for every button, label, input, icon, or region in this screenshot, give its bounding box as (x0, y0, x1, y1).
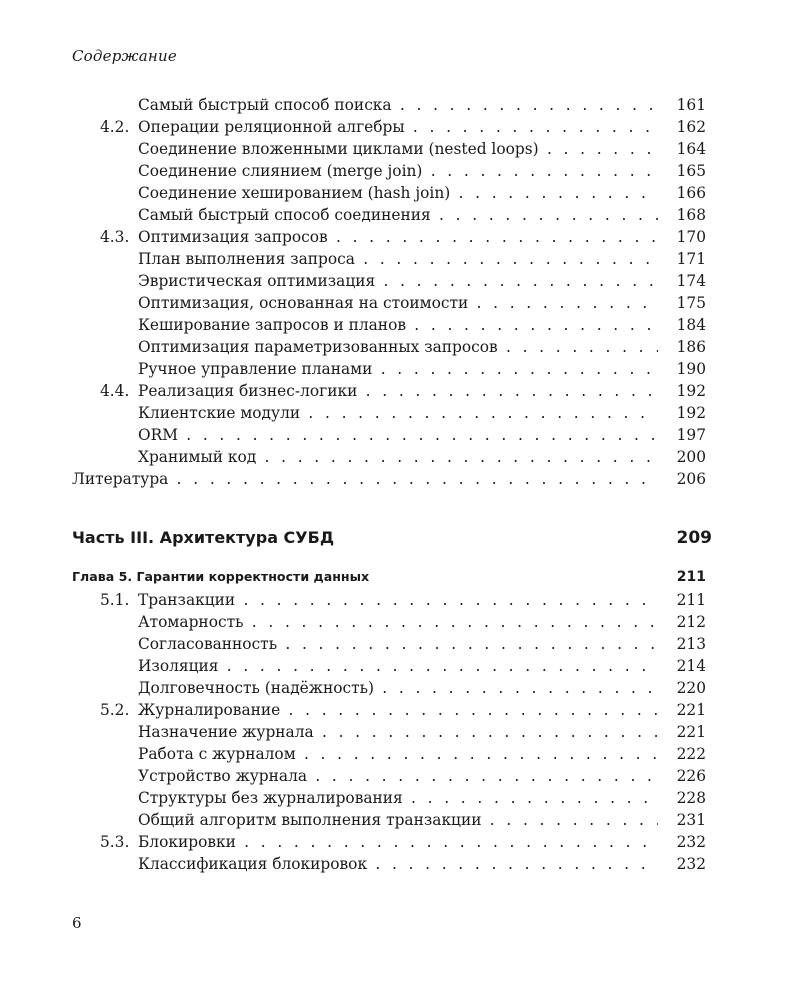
part-page-number: 209 (676, 528, 712, 548)
toc-entry (72, 160, 706, 182)
toc-entry-title-text: Согласованность (138, 635, 278, 653)
toc-entry (72, 424, 706, 446)
toc-entry-page: 212 (676, 613, 706, 631)
toc-entry (72, 314, 706, 336)
toc-entry-title-text: Назначение журнала (138, 723, 314, 741)
toc-entry-title-text: Структуры без журналирования (138, 789, 403, 807)
toc-entry-title-text: ORM (138, 426, 178, 444)
toc-entry (72, 677, 706, 699)
toc-entry-title (138, 611, 658, 633)
toc-entry (72, 402, 706, 424)
toc-entry-page: 170 (676, 228, 706, 246)
toc-entry-page: 232 (676, 833, 706, 851)
toc-list-top (72, 94, 706, 490)
toc-entry (72, 270, 706, 292)
toc-entry-title (138, 94, 658, 116)
toc-entry-title (138, 831, 658, 853)
toc-entry-title-text: Оптимизация запросов (138, 228, 328, 246)
toc-entry (72, 633, 706, 655)
toc-entry-title (138, 270, 658, 292)
toc-entry-page: 186 (676, 338, 706, 356)
toc-entry-title-text: Атомарность (138, 613, 244, 631)
toc-entry-title-text: Соединение вложенными циклами (nested loops) (138, 140, 539, 158)
toc-entry-title-text: Операции реляционной алгебры (138, 118, 405, 136)
toc-entry-page: 222 (676, 745, 706, 763)
toc-entry (72, 809, 706, 831)
toc-entry-title-text: Изоляция (138, 657, 219, 675)
toc-entry-title (138, 314, 658, 336)
toc-entry-page: 165 (676, 162, 706, 180)
toc-entry-page: 206 (676, 470, 706, 488)
toc-entry (72, 721, 706, 743)
toc-entry (72, 116, 706, 138)
toc-entry-title (138, 402, 658, 424)
toc-entry-title-text: Транзакции (138, 591, 236, 609)
toc-entry-title (138, 809, 658, 831)
toc-entry-title (138, 743, 658, 765)
toc-entry (72, 358, 706, 380)
toc-entry-title-text: Соединение хешированием (hash join) (138, 184, 451, 202)
toc-entry (72, 468, 706, 490)
toc-entry (72, 226, 706, 248)
toc-entry-title-text: Устройство журнала (138, 767, 308, 785)
toc-entry-number: 5.3. (100, 833, 130, 851)
toc-entry-page: 161 (676, 96, 706, 114)
toc-entry-title (138, 138, 658, 160)
toc-entry-page: 192 (676, 404, 706, 422)
toc-entry-title (138, 677, 658, 699)
toc-entry (72, 787, 706, 809)
toc-entry (72, 204, 706, 226)
toc-entry-title-text: Реализация бизнес-логики (138, 382, 358, 400)
toc-entry-number: 5.2. (100, 701, 130, 719)
toc-list-bottom (72, 589, 706, 875)
toc-entry-number: 4.4. (100, 382, 130, 400)
toc-entry-title (138, 787, 658, 809)
toc-entry-page: 174 (676, 272, 706, 290)
toc-entry-page: 228 (676, 789, 706, 807)
toc-entry-title-text: Хранимый код (138, 448, 257, 466)
toc-entry (72, 765, 706, 787)
toc-entry-page: 226 (676, 767, 706, 785)
toc-entry-title-text: Блокировки (138, 833, 236, 851)
toc-entry-number: 5.1. (100, 591, 130, 609)
toc-entry-title-text: Работа с журналом (138, 745, 296, 763)
toc-entry-page: 221 (676, 723, 706, 741)
toc-entry-title (138, 853, 658, 875)
toc-entry-page: 175 (676, 294, 706, 312)
part-heading (72, 528, 712, 550)
toc-entry-title-text: Журналирование (138, 701, 281, 719)
toc-entry-number: 4.2. (100, 118, 130, 136)
page-number: 6 (72, 914, 82, 932)
toc-entry-title (138, 358, 658, 380)
toc-entry-title (138, 424, 658, 446)
toc-entry-page: 214 (676, 657, 706, 675)
toc-entry (72, 589, 706, 611)
toc-entry (72, 138, 706, 160)
toc-entry (72, 831, 706, 853)
running-head: Содержание (72, 47, 177, 65)
toc-entry-title-text: Эвристическая оптимизация (138, 272, 376, 290)
toc-entry (72, 446, 706, 468)
chapter-heading (72, 569, 706, 587)
toc-entry-page: 200 (676, 448, 706, 466)
toc-entry-title (138, 721, 658, 743)
toc-entry (72, 655, 706, 677)
toc-entry-page: 164 (676, 140, 706, 158)
toc-entry (72, 743, 706, 765)
toc-entry-title (138, 160, 658, 182)
toc-entry-title (138, 380, 658, 402)
toc-entry (72, 292, 706, 314)
toc-entry-page: 192 (676, 382, 706, 400)
toc-entry (72, 380, 706, 402)
toc-entry (72, 699, 706, 721)
toc-entry-page: 184 (676, 316, 706, 334)
toc-entry-page: 171 (676, 250, 706, 268)
toc-entry-title-text: Ручное управление планами (138, 360, 373, 378)
toc-entry-title (138, 655, 658, 677)
toc-entry (72, 336, 706, 358)
toc-entry (72, 94, 706, 116)
toc-entry-title-text: План выполнения запроса (138, 250, 355, 268)
toc-entry-page: 232 (676, 855, 706, 873)
toc-entry-page: 168 (676, 206, 706, 224)
toc-entry-page: 231 (676, 811, 706, 829)
toc-entry-number: 4.3. (100, 228, 130, 246)
chapter-title: Глава 5. Гарантии корректности данных (72, 569, 370, 584)
toc-entry (72, 611, 706, 633)
toc-entry-title (138, 226, 658, 248)
toc-entry-title (138, 699, 658, 721)
toc-entry-title-text: Кеширование запросов и планов (138, 316, 406, 334)
toc-entry-title-text: Самый быстрый способ поиска (138, 96, 392, 114)
toc-entry-title (138, 765, 658, 787)
toc-entry-title (138, 633, 658, 655)
toc-entry-title (138, 182, 658, 204)
toc-entry-page: 166 (676, 184, 706, 202)
toc-entry-title (138, 248, 658, 270)
part-title: Часть III. Архитектура СУБД (72, 528, 335, 547)
toc-entry-page: 221 (676, 701, 706, 719)
toc-entry (72, 853, 706, 875)
toc-entry (72, 182, 706, 204)
chapter-page-number: 211 (676, 569, 706, 585)
toc-entry-title-text: Литература (72, 470, 169, 488)
toc-entry-page: 197 (676, 426, 706, 444)
toc-entry-title (138, 336, 658, 358)
toc-entry-page: 190 (676, 360, 706, 378)
toc-entry-title-text: Классификация блокировок (138, 855, 368, 873)
toc-entry-title (138, 446, 658, 468)
toc-entry-title (138, 116, 658, 138)
toc-entry-title-text: Клиентские модули (138, 404, 301, 422)
toc-entry-page: 162 (676, 118, 706, 136)
toc-entry-title-text: Оптимизация параметризованных запросов (138, 338, 498, 356)
toc-entry-title (72, 468, 658, 490)
toc-entry-page: 213 (676, 635, 706, 653)
toc-entry-title-text: Соединение слиянием (merge join) (138, 162, 423, 180)
toc-entry-title-text: Долговечность (надёжность) (138, 679, 374, 697)
toc-entry-title (138, 204, 658, 226)
toc-entry-title-text: Оптимизация, основанная на стоимости (138, 294, 469, 312)
toc-entry-title (138, 589, 658, 611)
toc-entry-title-text: Общий алгоритм выполнения транзакции (138, 811, 482, 829)
toc-entry (72, 248, 706, 270)
toc-entry-title (138, 292, 658, 314)
toc-entry-page: 211 (676, 591, 706, 609)
toc-entry-title-text: Самый быстрый способ соединения (138, 206, 431, 224)
toc-entry-page: 220 (676, 679, 706, 697)
